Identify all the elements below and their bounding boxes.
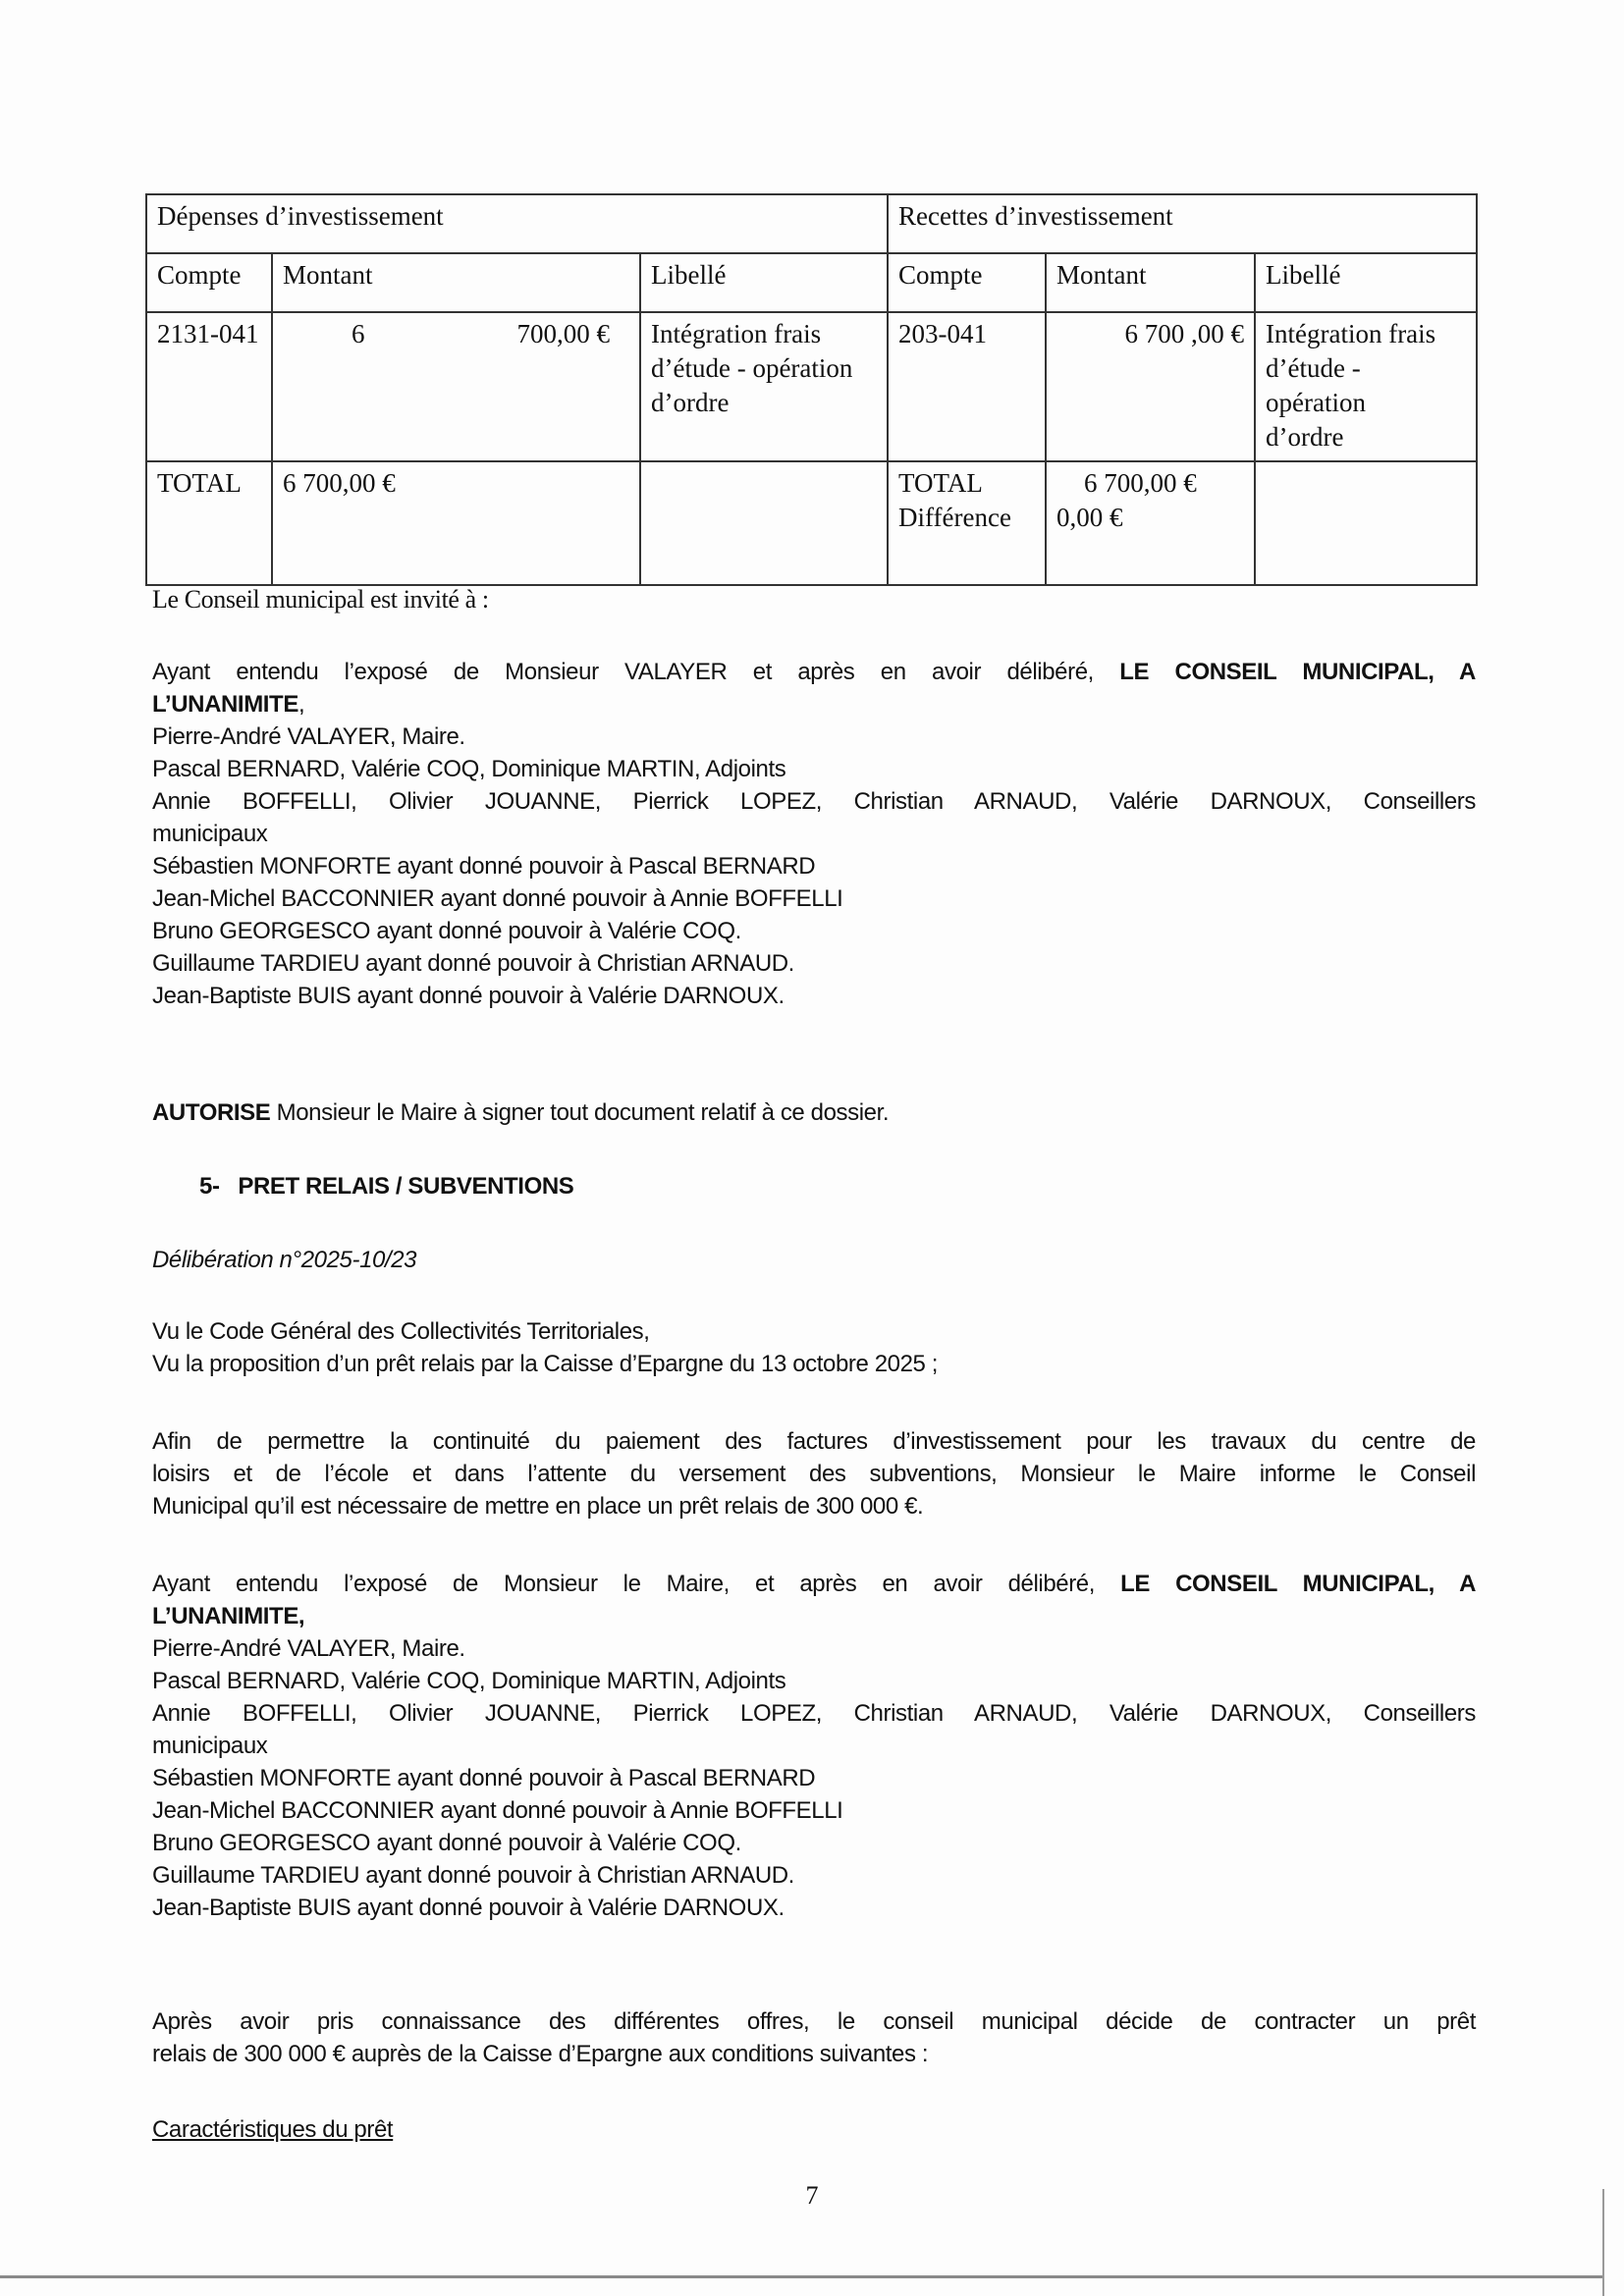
proxy-line: Guillaume TARDIEU ayant donné pouvoir à Christian ARNAUD. xyxy=(152,1862,794,1889)
table-total-row xyxy=(146,461,1477,585)
depense-montant xyxy=(272,312,640,461)
proxy-line: Sébastien MONFORTE ayant donné pouvoir à Pascal BERNARD xyxy=(152,1765,816,1791)
libelle-line: Intégration frais xyxy=(1266,319,1436,348)
vu-line: Vu la proposition d’un prêt relais par la Caisse d’Epargne du 13 octobre 2025 ; xyxy=(152,1351,939,1377)
depense-libelle xyxy=(640,312,888,461)
depense-montant-part-a: 6 xyxy=(352,319,365,348)
proxy-line: Bruno GEORGESCO ayant donné pouvoir à Valérie COQ. xyxy=(152,1830,741,1856)
autorise-line: AUTORISE Monsieur le Maire à signer tout document relatif à ce dossier. xyxy=(152,1099,890,1126)
libelle-line: d’étude - opération xyxy=(651,353,853,383)
maire-line: Pierre-André VALAYER, Maire. xyxy=(152,1635,465,1662)
paragraph-line: Afin de permettre la continuité du paiement des factures d’investissement pour les travaux du centre de xyxy=(152,1428,1476,1455)
recette-compte: 203-041 xyxy=(888,312,1046,461)
depense-montant-part-b: 700,00 € xyxy=(516,319,610,348)
col-header-libelle: Libellé xyxy=(1255,253,1477,312)
loan-characteristics-heading: Caractéristiques du prêt xyxy=(152,2116,394,2143)
adjoints-line: Pascal BERNARD, Valérie COQ, Dominique MARTIN, Adjoints xyxy=(152,1668,786,1694)
recettes-title: Recettes d’investissement xyxy=(888,194,1477,253)
paragraph-line: relais de 300 000 € auprès de la Caisse d’Epargne aux conditions suivantes : xyxy=(152,2041,929,2067)
page-number: 7 xyxy=(805,2181,819,2210)
depenses-title: Dépenses d’investissement xyxy=(146,194,888,253)
budget-modification-table xyxy=(145,193,1478,586)
libelle-line: d’ordre xyxy=(1266,422,1344,452)
total-label: TOTAL xyxy=(898,468,983,498)
proxy-line: Jean-Michel BACCONNIER ayant donné pouvoir à Annie BOFFELLI xyxy=(152,1797,843,1824)
table-row xyxy=(146,312,1477,461)
deliberation-block-4 xyxy=(152,656,1476,1012)
table-header-row xyxy=(146,253,1477,312)
proxy-line: Jean-Baptiste BUIS ayant donné pouvoir à Valérie DARNOUX. xyxy=(152,983,785,1009)
conseillers-line-end: municipaux xyxy=(152,821,268,847)
difference-montant: 0,00 € xyxy=(1056,503,1123,532)
empty-cell xyxy=(1255,461,1477,585)
maire-line: Pierre-André VALAYER, Maire. xyxy=(152,723,465,750)
paragraph-line: Après avoir pris connaissance des différentes offres, le conseil municipal décide de contracter un prêt xyxy=(152,2008,1476,2035)
recette-montant: 6 700 ,00 € xyxy=(1046,312,1255,461)
recette-total-labels xyxy=(888,461,1046,585)
deliberation-block-5 xyxy=(152,1568,1476,1924)
purpose-paragraph xyxy=(152,1425,1476,1522)
libelle-line: d’étude - opération xyxy=(1266,353,1366,417)
proxy-line: Jean-Baptiste BUIS ayant donné pouvoir à Valérie DARNOUX. xyxy=(152,1895,785,1921)
proxy-line: Bruno GEORGESCO ayant donné pouvoir à Valérie COQ. xyxy=(152,918,741,944)
proxy-line: Jean-Michel BACCONNIER ayant donné pouvoir à Annie BOFFELLI xyxy=(152,885,843,912)
depense-total-montant: 6 700,00 € xyxy=(272,461,640,585)
empty-cell xyxy=(640,461,888,585)
proxy-line: Guillaume TARDIEU ayant donné pouvoir à Christian ARNAUD. xyxy=(152,950,794,977)
col-header-compte: Compte xyxy=(146,253,272,312)
col-header-montant: Montant xyxy=(1046,253,1255,312)
col-header-montant: Montant xyxy=(272,253,640,312)
invite-text: Le Conseil municipal est invité à : xyxy=(152,585,489,614)
vu-line: Vu le Code Général des Collectivités Territoriales, xyxy=(152,1318,650,1345)
scan-border-edge xyxy=(1602,2189,1604,2296)
vu-block xyxy=(152,1315,1476,1380)
vote-result: L’UNANIMITE, xyxy=(152,1603,305,1629)
difference-label: Différence xyxy=(898,503,1011,532)
depense-compte: 2131-041 xyxy=(146,312,272,461)
conseillers-line: Annie BOFFELLI, Olivier JOUANNE, Pierrick LOPEZ, Christian ARNAUD, Valérie DARNOUX, Conseillers xyxy=(152,788,1476,815)
paragraph-line: Municipal qu’il est nécessaire de mettre en place un prêt relais de 300 000 €. xyxy=(152,1493,924,1520)
deliberation-number: Délibération n°2025-10/23 xyxy=(152,1247,417,1273)
col-header-libelle: Libellé xyxy=(640,253,888,312)
proxy-line: Sébastien MONFORTE ayant donné pouvoir à Pascal BERNARD xyxy=(152,853,816,880)
recette-libelle xyxy=(1255,312,1477,461)
vote-result: L’UNANIMITE, xyxy=(152,691,305,718)
libelle-line: d’ordre xyxy=(651,388,730,417)
section-heading: 5- PRET RELAIS / SUBVENTIONS xyxy=(199,1173,574,1200)
total-montant: 6 700,00 € xyxy=(1084,468,1197,498)
col-header-compte: Compte xyxy=(888,253,1046,312)
libelle-line: Intégration frais xyxy=(651,319,822,348)
vote-intro: Ayant entendu l’exposé de Monsieur VALAYER et après en avoir délibéré, LE CONSEIL MUNICIPAL, A xyxy=(152,659,1476,685)
conseillers-line: Annie BOFFELLI, Olivier JOUANNE, Pierrick LOPEZ, Christian ARNAUD, Valérie DARNOUX, Conseillers xyxy=(152,1700,1476,1727)
paragraph-line: loisirs et de l’école et dans l’attente du versement des subventions, Monsieur le Maire informe le Conseil xyxy=(152,1461,1476,1487)
vote-intro: Ayant entendu l’exposé de Monsieur le Maire, et après en avoir délibéré, LE CONSEIL MUNICIPAL, A xyxy=(152,1571,1477,1597)
decision-paragraph xyxy=(152,2005,1476,2070)
conseillers-line-end: municipaux xyxy=(152,1733,268,1759)
recette-total-montants xyxy=(1046,461,1255,585)
scan-border-line xyxy=(0,2275,1603,2278)
table-title-row xyxy=(146,194,1477,253)
depense-total-label: TOTAL xyxy=(146,461,272,585)
adjoints-line: Pascal BERNARD, Valérie COQ, Dominique MARTIN, Adjoints xyxy=(152,756,786,782)
